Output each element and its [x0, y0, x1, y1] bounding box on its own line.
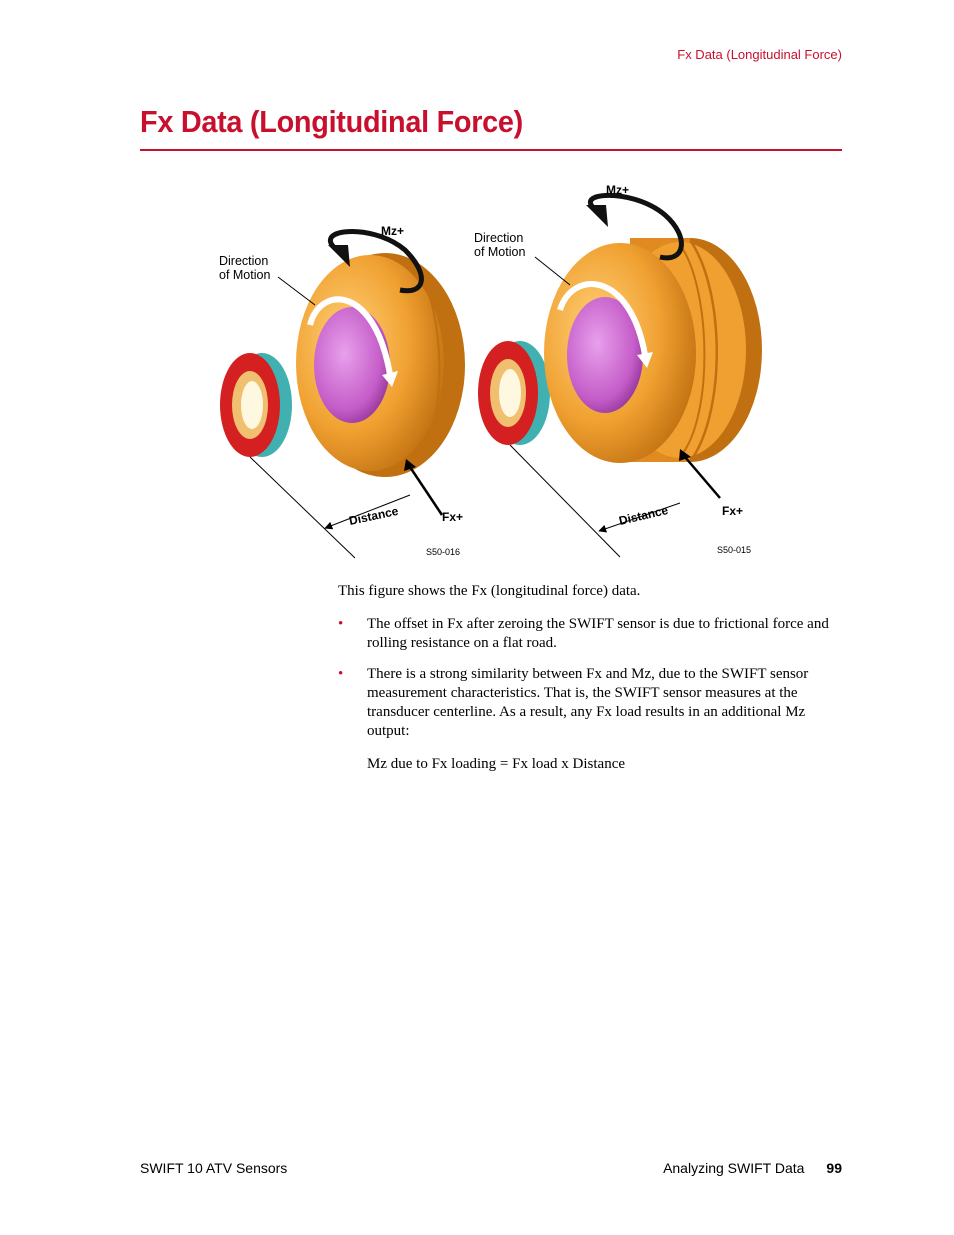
right-hub-center	[499, 369, 521, 417]
left-fx-label: Fx+	[442, 510, 464, 524]
left-hub	[220, 353, 292, 457]
left-distance-label: Distance	[347, 503, 400, 528]
right-mz-label: Mz+	[606, 183, 630, 197]
page-number: 99	[826, 1160, 842, 1176]
page-title: Fx Data (Longitudinal Force)	[140, 104, 524, 139]
right-fx-arrow	[685, 457, 720, 498]
bullet-text: There is a strong similarity between Fx and Mz, due to the SWIFT sensor measurement characteristics. That is, the SWIFT sensor measures at the transducer centerline. As a result, any Fx load results in an additional Mz output:	[367, 666, 809, 739]
left-hub-center	[241, 381, 263, 429]
tire-figure	[210, 175, 770, 570]
left-tire	[296, 253, 465, 477]
right-direction-label-1: Direction	[474, 231, 524, 245]
right-fx-label: Fx+	[722, 504, 744, 518]
title-rule	[140, 149, 842, 151]
left-fx-arrow	[410, 467, 442, 515]
body-text	[338, 582, 838, 774]
left-direction-label-1: Direction	[219, 254, 269, 268]
intro-paragraph: This figure shows the Fx (longitudinal force) data.	[338, 583, 641, 599]
footer-section: Analyzing SWIFT Data	[663, 1160, 805, 1176]
left-rim	[314, 307, 390, 423]
right-distance-label: Distance	[617, 503, 670, 528]
left-assembly	[219, 224, 465, 558]
right-tire	[544, 238, 762, 463]
right-assembly	[474, 183, 762, 557]
bullet-icon: •	[338, 616, 344, 632]
running-header: Fx Data (Longitudinal Force)	[677, 47, 842, 62]
bullet-icon: •	[338, 666, 344, 682]
right-figure-code: S50-015	[717, 545, 752, 555]
footer-right	[663, 1160, 842, 1176]
left-mz-label: Mz+	[381, 224, 405, 238]
bullet-text: The offset in Fx after zeroing the SWIFT sensor is due to frictional force and rolling resistance on a flat road.	[367, 616, 829, 651]
equation: Mz due to Fx loading = Fx load x Distance	[367, 756, 626, 772]
right-hub	[478, 341, 550, 445]
right-direction-label-2: of Motion	[474, 245, 526, 259]
footer-document-title: SWIFT 10 ATV Sensors	[140, 1160, 288, 1176]
tire-diagram	[210, 175, 770, 570]
list-item	[338, 665, 838, 741]
bullet-list	[338, 615, 838, 741]
list-item	[338, 615, 838, 653]
left-direction-label-2: of Motion	[219, 268, 271, 282]
left-figure-code: S50-016	[426, 547, 461, 557]
